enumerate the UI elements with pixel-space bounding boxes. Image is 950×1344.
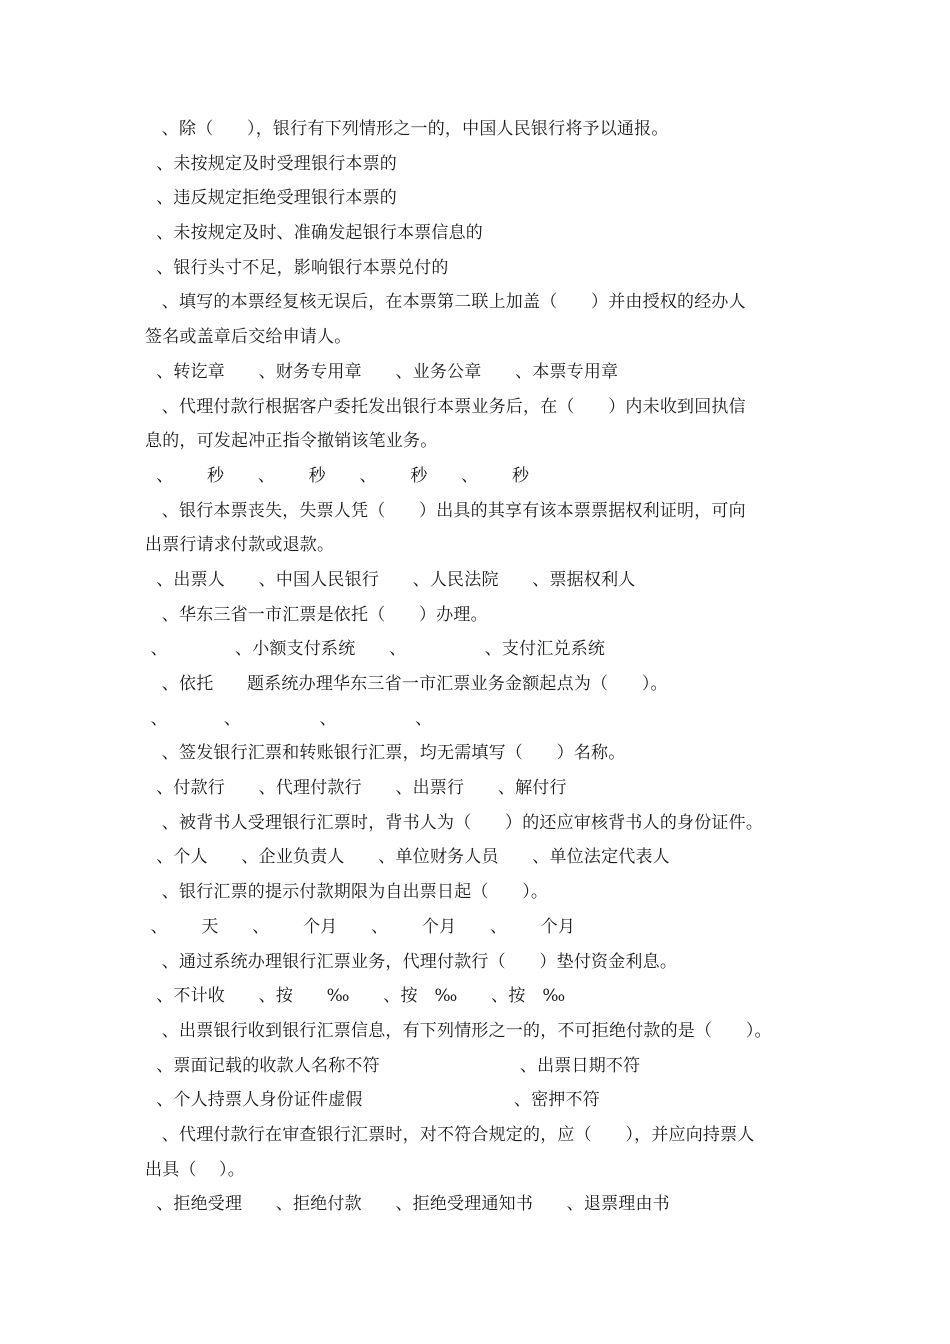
text-line: 、填写的本票经复核无误后，在本票第二联上加盖（ ）并由授权的经办人 [145,292,746,313]
text-line: 、未按规定及时受理银行本票的 [145,153,398,174]
text-line: 、 天 、 个月 、 个月 、 个月 [145,916,576,937]
text-line: 、未按规定及时、准确发起银行本票信息的 [145,223,484,244]
text-line: 、个人 、企业负责人 、单位财务人员 、单位法定代表人 [145,847,670,868]
text-line: 、 、 、 、 [145,708,433,729]
text-line: 、签发银行汇票和转账银行汇票，均无需填写（ ）名称。 [145,743,626,764]
text-line: 、 秒 、 秒 、 秒 、 秒 [145,465,530,486]
text-line: 、华东三省一市汇票是依托（ ）办理。 [145,604,488,625]
text-line: 、违反规定拒绝受理银行本票的 [145,188,398,209]
text-line: 息的，可发起冲正指令撤销该笔业务。 [145,431,438,452]
text-line: 出具（ ）。 [145,1159,245,1180]
text-line: 、被背书人受理银行汇票时，背书人为（ ）的还应审核背书人的身份证件。 [145,812,764,833]
text-line: 、代理付款行根据客户委托发出银行本票业务后，在（ ）内未收到回执信 [145,396,746,417]
text-line: 签名或盖章后交给申请人。 [145,327,352,348]
text-line: 、除（ ），银行有下列情形之一的，中国人民银行将予以通报。 [145,119,669,139]
text-line: 、拒绝受理 、拒绝付款 、拒绝受理通知书 、退票理由书 [145,1194,670,1215]
text-line: 、出票人 、中国人民银行 、人民法院 、票据权利人 [145,569,636,590]
text-line: 、银行汇票的提示付款期限为自出票日起（ ）。 [145,882,549,903]
text-line: 、依托 题系统办理华东三省一市汇票业务金额起点为（ ）。 [145,674,668,694]
text-line: 、出票银行收到银行汇票信息，有下列情形之一的，不可拒绝付款的是（ ）。 [145,1020,772,1041]
text-line: 、转讫章 、财务专用章 、业务公章 、本票专用章 [145,361,619,382]
text-line: 、通过系统办理银行汇票业务，代理付款行（ ）垫付资金利息。 [145,951,678,972]
text-line: 、票面记载的收款人名称不符 、出票日期不符 [145,1055,641,1076]
text-line: 、代理付款行在审查银行汇票时，对不符合规定的，应（ ），并应向持票人 [145,1124,755,1145]
text-line: 、不计收 、按 ‰ 、按 ‰ 、按 ‰ [145,986,566,1007]
text-line: 、付款行 、代理付款行 、出票行 、解付行 [145,778,567,799]
text-line: 、银行头寸不足，影响银行本票兑付的 [145,257,449,278]
document-body [145,112,825,1222]
text-line: 出票行请求付款或退款。 [145,535,335,556]
text-line: 、银行本票丧失，失票人凭（ ）出具的其享有该本票票据权利证明，可向 [145,500,746,521]
text-line: 、个人持票人身份证件虚假 、密押不符 [145,1090,600,1111]
text-line: 、 、小额支付系统 、 、支付汇兑系统 [145,639,606,660]
